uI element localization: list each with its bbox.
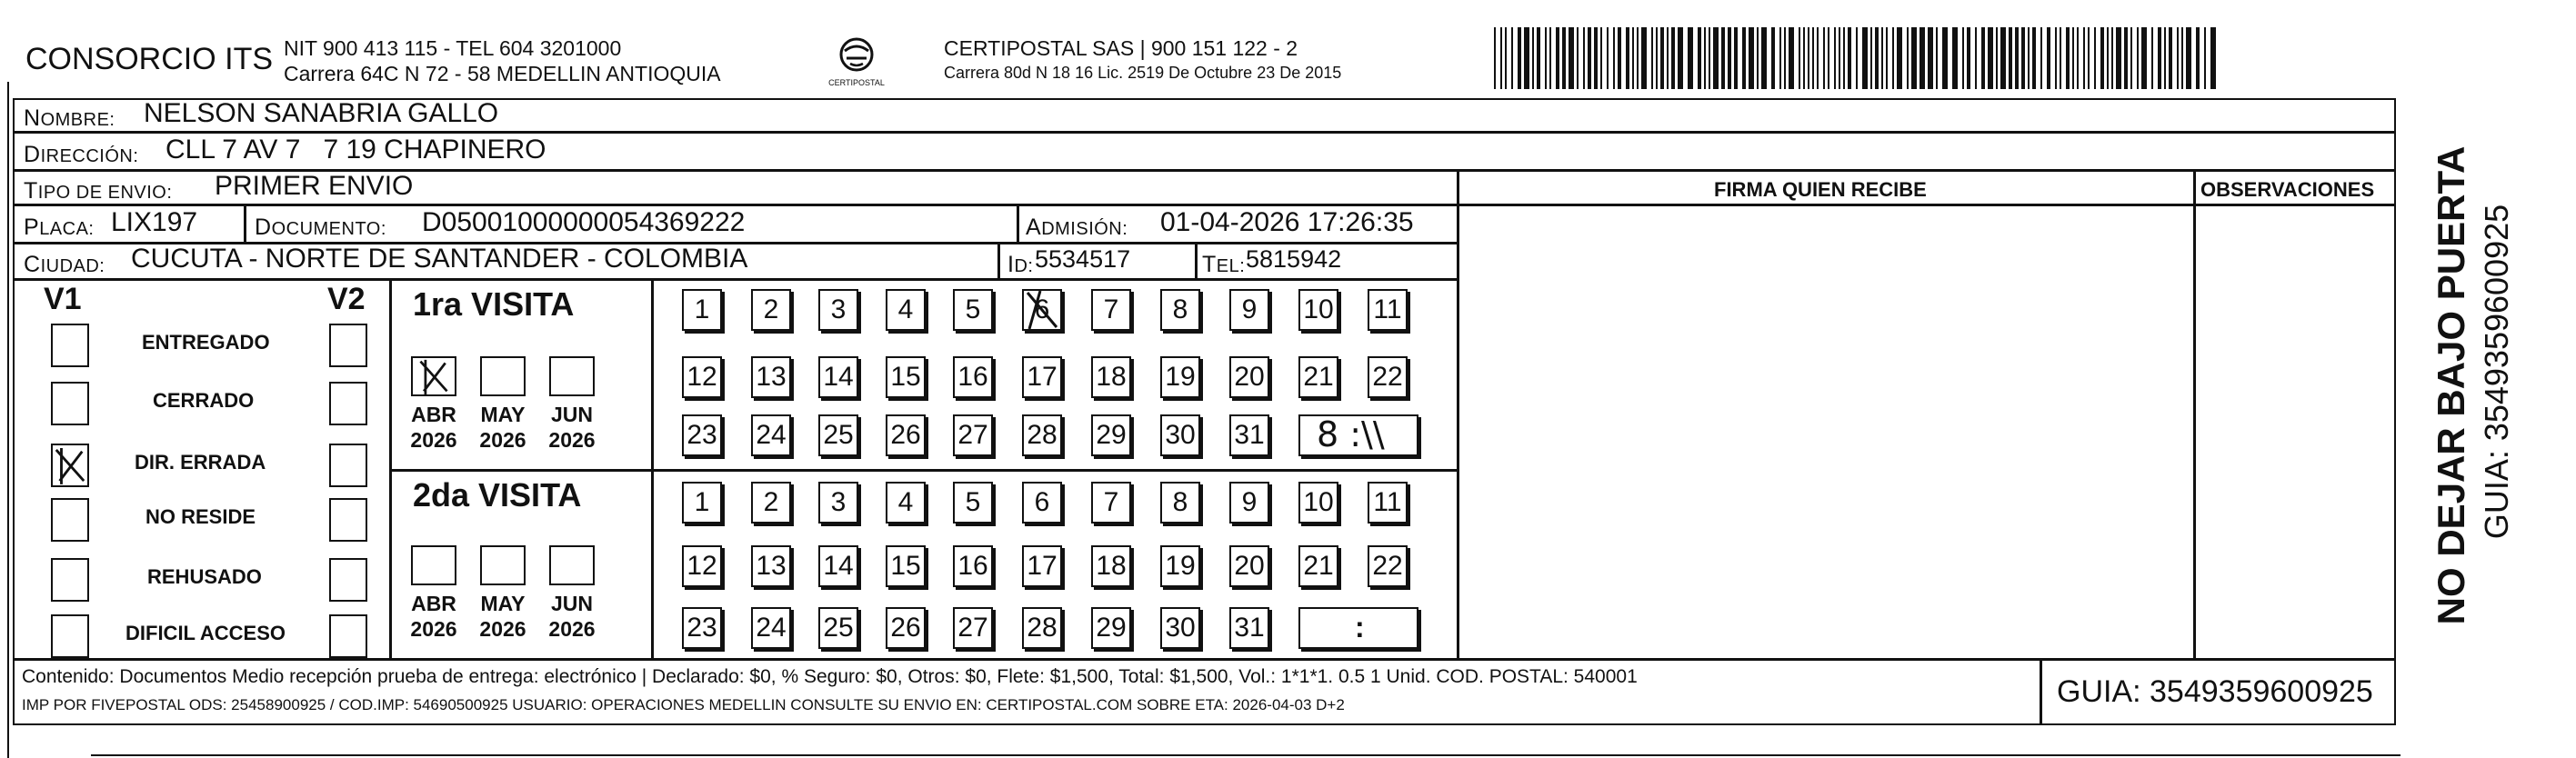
day-checkbox[interactable]: 29 bbox=[1091, 414, 1131, 456]
day-checkbox[interactable]: 7 bbox=[1091, 482, 1131, 524]
day-checkbox[interactable]: 27 bbox=[953, 414, 993, 456]
v2-checkbox[interactable] bbox=[329, 444, 367, 487]
day-checkbox[interactable]: 30 bbox=[1160, 607, 1200, 649]
day-checkbox[interactable]: 19 bbox=[1160, 356, 1200, 398]
day-checkbox[interactable]: 9 bbox=[1229, 482, 1269, 524]
id-value: 5534517 bbox=[1035, 245, 1131, 273]
id-label: ID: bbox=[1007, 252, 1034, 277]
placa-value: LIX197 bbox=[111, 207, 198, 237]
day-checkbox[interactable]: 25 bbox=[818, 414, 858, 456]
observaciones-divider bbox=[2193, 169, 2196, 660]
day-checkbox[interactable]: 21 bbox=[1298, 356, 1338, 398]
courier-line2: Carrera 80d N 18 16 Lic. 2519 De Octubre 23 De 2015 bbox=[944, 64, 1342, 82]
status-label: NO RESIDE bbox=[145, 505, 256, 528]
day-checkbox[interactable]: 12 bbox=[682, 545, 722, 587]
month-label: JUN bbox=[550, 403, 593, 426]
nombre-value: NELSON SANABRIA GALLO bbox=[144, 98, 499, 128]
v1-checkbox[interactable] bbox=[51, 498, 89, 542]
direccion-label: DIRECCIÓN: bbox=[24, 142, 139, 167]
day-checkbox[interactable]: 8 bbox=[1160, 482, 1200, 524]
status-label: DIR. ERRADA bbox=[135, 451, 266, 474]
day-checkbox[interactable]: 12 bbox=[682, 356, 722, 398]
month-year: 2026 bbox=[548, 617, 596, 641]
observaciones-label: OBSERVACIONES bbox=[2200, 178, 2375, 201]
tipo-label: TIPO DE ENVIO: bbox=[24, 178, 173, 204]
day-checkbox[interactable]: 20 bbox=[1229, 356, 1269, 398]
month-checkbox[interactable] bbox=[411, 545, 456, 585]
day-checkbox[interactable]: 18 bbox=[1091, 356, 1131, 398]
footer-guia: GUIA: 3549359600925 bbox=[2057, 674, 2373, 709]
barcode bbox=[1494, 27, 2221, 89]
day-checkbox[interactable]: 17 bbox=[1022, 545, 1062, 587]
documento-label: DOCUMENTO: bbox=[255, 214, 386, 240]
day-checkbox[interactable]: 28 bbox=[1022, 414, 1062, 456]
month-label: JUN bbox=[550, 592, 593, 615]
day-checkbox[interactable]: 30 bbox=[1160, 414, 1200, 456]
visit-separator bbox=[389, 469, 1458, 472]
v1-checkbox[interactable] bbox=[51, 444, 89, 487]
day-checkbox[interactable]: 28 bbox=[1022, 607, 1062, 649]
nombre-label: NOMBRE: bbox=[24, 105, 115, 131]
day-checkbox[interactable]: 23 bbox=[682, 414, 722, 456]
day-checkbox[interactable]: 27 bbox=[953, 607, 993, 649]
day-checkbox[interactable]: 13 bbox=[751, 356, 791, 398]
day-checkbox[interactable]: 17 bbox=[1022, 356, 1062, 398]
second-visit-label: 2da VISITA bbox=[413, 476, 582, 514]
month-day-divider bbox=[651, 278, 654, 658]
certipostal-logo bbox=[823, 35, 890, 91]
second-visit-time-box[interactable] bbox=[1298, 607, 1418, 649]
day-checkbox[interactable]: 11 bbox=[1368, 289, 1408, 331]
day-checkbox[interactable]: 16 bbox=[953, 545, 993, 587]
v2-checkbox[interactable] bbox=[329, 498, 367, 542]
day-checkbox[interactable]: 3 bbox=[818, 482, 858, 524]
month-label: ABR bbox=[411, 592, 456, 615]
month-year: 2026 bbox=[410, 617, 457, 641]
day-checkbox[interactable]: 10 bbox=[1298, 482, 1338, 524]
v1-checkbox[interactable] bbox=[51, 614, 89, 658]
month-checkbox[interactable] bbox=[549, 356, 595, 396]
day-checkbox[interactable]: 14 bbox=[818, 356, 858, 398]
month-year: 2026 bbox=[479, 617, 526, 641]
cell-divider bbox=[244, 204, 246, 242]
day-checkbox[interactable]: 25 bbox=[818, 607, 858, 649]
day-checkbox[interactable]: 11 bbox=[1368, 482, 1408, 524]
status-label: ENTREGADO bbox=[142, 331, 270, 354]
second-visit-time-separator: : bbox=[1355, 611, 1365, 643]
tel-value: 5815942 bbox=[1246, 245, 1342, 273]
first-visit-time-box[interactable] bbox=[1298, 414, 1418, 456]
cell-divider bbox=[1195, 242, 1198, 278]
month-year: 2026 bbox=[479, 428, 526, 452]
v2-checkbox[interactable] bbox=[329, 382, 367, 425]
month-label: ABR bbox=[411, 403, 456, 426]
month-year: 2026 bbox=[410, 428, 457, 452]
first-visit-time-handwritten: 8 :\\ bbox=[1317, 414, 1385, 454]
month-label: MAY bbox=[480, 403, 526, 426]
day-checkbox[interactable]: 26 bbox=[886, 607, 926, 649]
day-checkbox[interactable]: 3 bbox=[818, 289, 858, 331]
first-visit-label: 1ra VISITA bbox=[413, 285, 575, 323]
day-checkbox[interactable]: 1 bbox=[682, 482, 722, 524]
company-nit: NIT 900 413 115 - TEL 604 3201000 bbox=[284, 36, 622, 60]
day-checkbox[interactable]: 18 bbox=[1091, 545, 1131, 587]
day-checkbox[interactable]: 9 bbox=[1229, 289, 1269, 331]
v1-label: V1 bbox=[44, 282, 82, 316]
month-label: MAY bbox=[480, 592, 526, 615]
v2-checkbox[interactable] bbox=[329, 324, 367, 367]
v2-checkbox[interactable] bbox=[329, 558, 367, 602]
day-checkbox[interactable]: 31 bbox=[1229, 607, 1269, 649]
month-checkbox[interactable] bbox=[480, 545, 526, 585]
day-checkbox[interactable]: 6 bbox=[1022, 482, 1062, 524]
month-checkbox[interactable] bbox=[411, 356, 456, 396]
visit-divider bbox=[389, 278, 392, 658]
contenido-text: Contenido: Documentos Medio recepción prueba de entrega: electrónico | Declarado: $0, % Seguro: $0, Otros: $0, Flete: $1,500, Total: $1,500, Vol.: 1*1*1. 0.5 1 Unid. COD. POSTAL: 540001 bbox=[22, 666, 1638, 687]
day-checkbox[interactable]: 22 bbox=[1368, 356, 1408, 398]
courier-line1: CERTIPOSTAL SAS | 900 151 122 - 2 bbox=[944, 36, 1298, 60]
day-checkbox[interactable]: 10 bbox=[1298, 289, 1338, 331]
edge-mark bbox=[7, 82, 9, 758]
day-checkbox[interactable]: 14 bbox=[818, 545, 858, 587]
day-checkbox[interactable]: 15 bbox=[886, 545, 926, 587]
day-checkbox[interactable]: 5 bbox=[953, 482, 993, 524]
day-checkbox[interactable]: 22 bbox=[1368, 545, 1408, 587]
day-checkbox[interactable]: 7 bbox=[1091, 289, 1131, 331]
day-checkbox[interactable]: 4 bbox=[886, 289, 926, 331]
day-checkbox[interactable]: 13 bbox=[751, 545, 791, 587]
day-checkbox[interactable]: 26 bbox=[886, 414, 926, 456]
ciudad-value: CUCUTA - NORTE DE SANTANDER - COLOMBIA bbox=[131, 244, 748, 274]
day-checkbox[interactable]: 23 bbox=[682, 607, 722, 649]
admision-value: 01-04-2026 17:26:35 bbox=[1160, 207, 1414, 237]
day-checkbox[interactable]: 1 bbox=[682, 289, 722, 331]
day-checkbox[interactable]: 15 bbox=[886, 356, 926, 398]
cell-divider bbox=[997, 242, 1000, 278]
direccion-value: CLL 7 AV 7 7 19 CHAPINERO bbox=[165, 135, 546, 165]
v1-checkbox[interactable] bbox=[51, 382, 89, 425]
side-text bbox=[2406, 118, 2515, 645]
day-checkbox[interactable]: 24 bbox=[751, 414, 791, 456]
status-label: REHUSADO bbox=[147, 565, 262, 588]
ciudad-label: CIUDAD: bbox=[24, 252, 105, 277]
status-label: DIFICIL ACCESO bbox=[125, 622, 286, 644]
v1-checkbox[interactable] bbox=[51, 558, 89, 602]
bottom-edge-line bbox=[91, 754, 2401, 756]
day-checkbox[interactable]: 29 bbox=[1091, 607, 1131, 649]
side-guia: GUIA: 3549359600925 bbox=[2478, 204, 2515, 540]
tel-label: TEL: bbox=[1202, 252, 1246, 277]
day-checkbox[interactable]: 21 bbox=[1298, 545, 1338, 587]
v1-checkbox[interactable] bbox=[51, 324, 89, 367]
row-line bbox=[13, 131, 2396, 134]
company-name: CONSORCIO ITS bbox=[25, 42, 274, 76]
day-checkbox[interactable]: 8 bbox=[1160, 289, 1200, 331]
company-address: Carrera 64C N 72 - 58 MEDELLIN ANTIOQUIA bbox=[284, 62, 721, 85]
cell-divider bbox=[1017, 204, 1019, 242]
month-checkbox[interactable] bbox=[549, 545, 595, 585]
day-checkbox[interactable]: 5 bbox=[953, 289, 993, 331]
logo-text: CERTIPOSTAL bbox=[828, 78, 885, 87]
month-checkbox[interactable] bbox=[480, 356, 526, 396]
no-dejar-warning: NO DEJAR BAJO PUERTA bbox=[2430, 145, 2472, 625]
day-checkbox[interactable]: 31 bbox=[1229, 414, 1269, 456]
v2-label: V2 bbox=[327, 282, 366, 316]
row-line bbox=[1457, 204, 2396, 206]
placa-label: PLACA: bbox=[24, 214, 95, 240]
row-line bbox=[13, 278, 1458, 281]
documento-value: D05001000000054369222 bbox=[422, 207, 746, 237]
day-checkbox[interactable]: 2 bbox=[751, 289, 791, 331]
firma-label: FIRMA QUIEN RECIBE bbox=[1714, 178, 1927, 201]
signature-divider bbox=[1457, 169, 1459, 660]
imp-text: IMP POR FIVEPOSTAL ODS: 25458900925 / COD.IMP: 54690500925 USUARIO: OPERACIONES MEDELLIN CONSULTE SU ENVIO EN: CERTIPOSTAL.COM SOBRE ETA: 2026-04-03 D+2 bbox=[22, 696, 1345, 713]
day-checkbox[interactable]: 20 bbox=[1229, 545, 1269, 587]
month-year: 2026 bbox=[548, 428, 596, 452]
tipo-value: PRIMER ENVIO bbox=[215, 171, 414, 201]
day-checkbox[interactable]: 2 bbox=[751, 482, 791, 524]
day-checkbox[interactable]: 6 bbox=[1022, 289, 1062, 331]
admision-label: ADMISIÓN: bbox=[1026, 214, 1128, 240]
v2-checkbox[interactable] bbox=[329, 614, 367, 658]
day-checkbox[interactable]: 19 bbox=[1160, 545, 1200, 587]
day-checkbox[interactable]: 16 bbox=[953, 356, 993, 398]
day-checkbox[interactable]: 24 bbox=[751, 607, 791, 649]
status-label: CERRADO bbox=[153, 389, 255, 412]
day-checkbox[interactable]: 4 bbox=[886, 482, 926, 524]
